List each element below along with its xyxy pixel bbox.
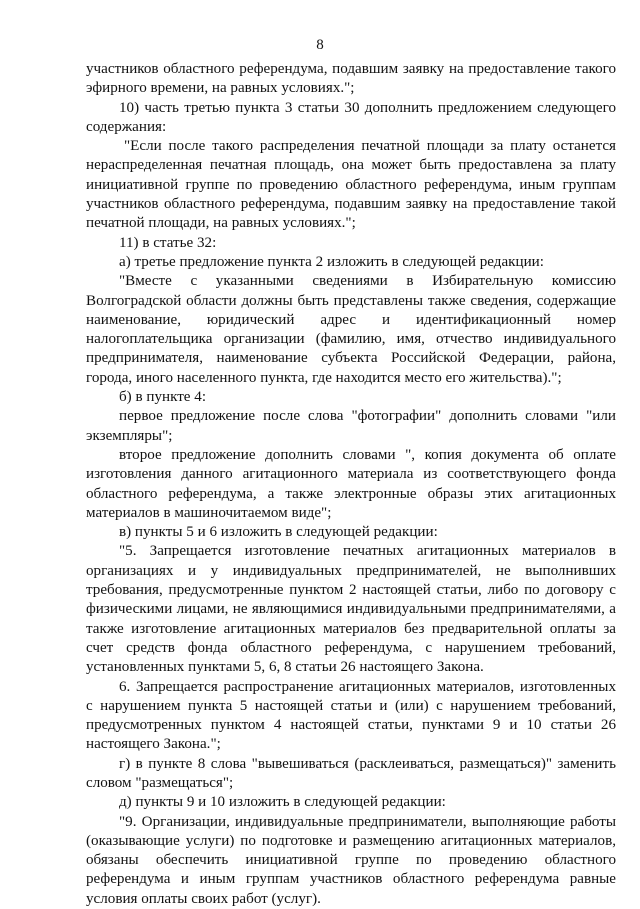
paragraph-item-11: 11) в статье 32:: [119, 234, 217, 251]
paragraph-quote-print-space: "Если после такого распределения печатной площади за плату останется нераспределенная печатная площадь, она может быть предоставлена за плату инициативной группе по проведению областного референдума, иным группам участников областного референдума, подавшим заявку на предоставление такой печатной площади, на равных условиях.";: [86, 138, 616, 232]
paragraph-continuation: участников областного референдума, подавшим заявку на предоставление такого эфирного времени, на равных условиях.";: [86, 61, 616, 97]
paragraph-point-5: "5. Запрещается изготовление печатных агитационных материалов в организациях и у индивидуальных предпринимателей, не выполнивших требования, предусмотренные пунктом 2 настоящей статьи, либо по договору с физическими лицами, не являющимися индивидуальными предпринимателями, а также изготовление агитационных материалов без предварительной оплаты за счет средств фонда областного референдума, с нарушением требований, установленных пунктами 5, 6, 8 статьи 26 настоящего Закона.: [86, 543, 616, 676]
paragraph-item-10: 10) часть третью пункта 3 статьи 30 дополнить предложением следующего содержания:: [86, 99, 616, 135]
paragraph-subitem-v: в) пункты 5 и 6 изложить в следующей редакции:: [119, 524, 438, 541]
paragraph-quote-info: "Вместе с указанными сведениями в Избирательную комиссию Волгоградской области должны быть представлены также сведения, содержащие наименование, юридический адрес и идентификационный номер налогоплательщика организации (фамилию, имя, отчество индивидуального предпринимателя, наименование субъекта Российской Федерации, района, города, иного населенного пункта, где находится место его жительства).";: [86, 273, 616, 386]
paragraph-subitem-d: д) пункты 9 и 10 изложить в следующей редакции:: [119, 794, 446, 811]
document-body: [86, 60, 616, 909]
paragraph-subitem-g: г) в пункте 8 слова "вывешиваться (расклеиваться, размещаться)" заменить словом "размещаться";: [86, 755, 616, 791]
paragraph-second-sentence: второе предложение дополнить словами ", копия документа об оплате изготовления данного агитационного материала из соответствующего фонда областного референдума, а также электронные образы этих агитационных материалов в машиночитаемом виде";: [86, 446, 616, 521]
paragraph-subitem-b: б) в пункте 4:: [119, 389, 207, 406]
paragraph-point-6: 6. Запрещается распространение агитационных материалов, изготовленных с нарушением пункта 5 настоящей статьи и (или) с нарушением требований, предусмотренных пунктом 4 настоящей статьи, пунктами 9 и 10 статьи 26 настоящего Закона.";: [86, 678, 616, 753]
paragraph-subitem-a: а) третье предложение пункта 2 изложить в следующей редакции:: [119, 253, 544, 270]
page-number: 8: [316, 37, 324, 53]
paragraph-point-9: "9. Организации, индивидуальные предприниматели, выполняющие работы (оказывающие услуги) по подготовке и размещению агитационных материалов, обязаны обеспечить инициативной группе по проведению областного референдума и иным группам участников областного референдума равные условия оплаты своих работ (услуг).: [86, 813, 616, 907]
paragraph-first-sentence: первое предложение после слова "фотографии" дополнить словами "или экземпляры";: [86, 408, 616, 444]
